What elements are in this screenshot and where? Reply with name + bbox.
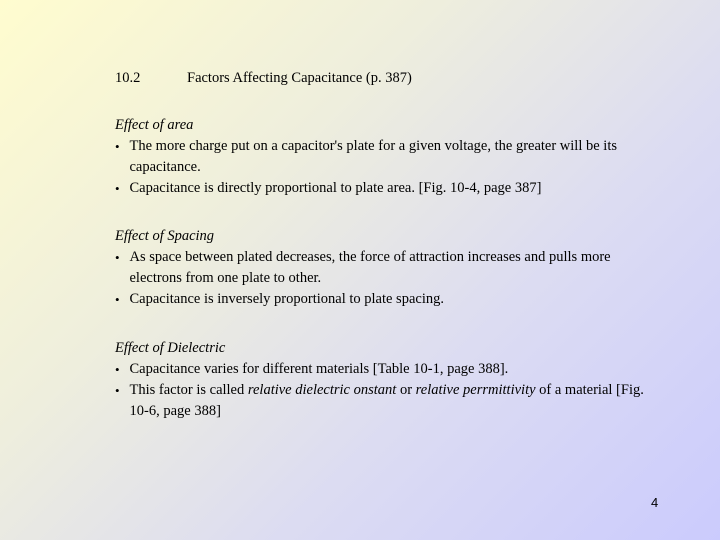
slide-title: Factors Affecting Capacitance (p. 387) (187, 70, 412, 86)
section-effect-of-spacing (115, 226, 655, 310)
bullet-list (115, 359, 655, 422)
bullet-text: of a material [Fig. 10-6, page 388] (129, 382, 644, 419)
page-number: 4 (651, 495, 659, 510)
section-heading: Effect of Dielectric (115, 340, 226, 356)
bullet-list (115, 247, 655, 310)
section-number: 10.2 (115, 70, 141, 86)
term-relative-permittivity: relative perrmittivity (415, 382, 536, 398)
section-effect-of-area (115, 115, 655, 199)
term-relative-dielectric-constant: relative dielectric onstant (247, 382, 397, 398)
bullet-item: • As space between plated decreases, the force of attraction increases and pulls more electrons from one plate to other. (115, 247, 655, 289)
bullet-item: • Capacitance is directly proportional to plate area. [Fig. 10-4, page 387] (115, 178, 655, 199)
bullet-item: • Capacitance is inversely proportional to plate spacing. (115, 289, 655, 310)
bullet-item: • The more charge put on a capacitor's plate for a given voltage, the greater will be its capacitance. (115, 136, 655, 178)
section-effect-of-dielectric (115, 338, 655, 422)
bullet-item: • Capacitance varies for different materials [Table 10-1, page 388]. (115, 359, 655, 380)
bullet-text: This factor is called (129, 382, 248, 398)
bullet-text: or (396, 382, 416, 398)
section-heading: Effect of Spacing (115, 228, 215, 244)
section-heading: Effect of area (115, 117, 194, 133)
bullet-list (115, 136, 655, 199)
bullet-item-rich (115, 380, 655, 422)
